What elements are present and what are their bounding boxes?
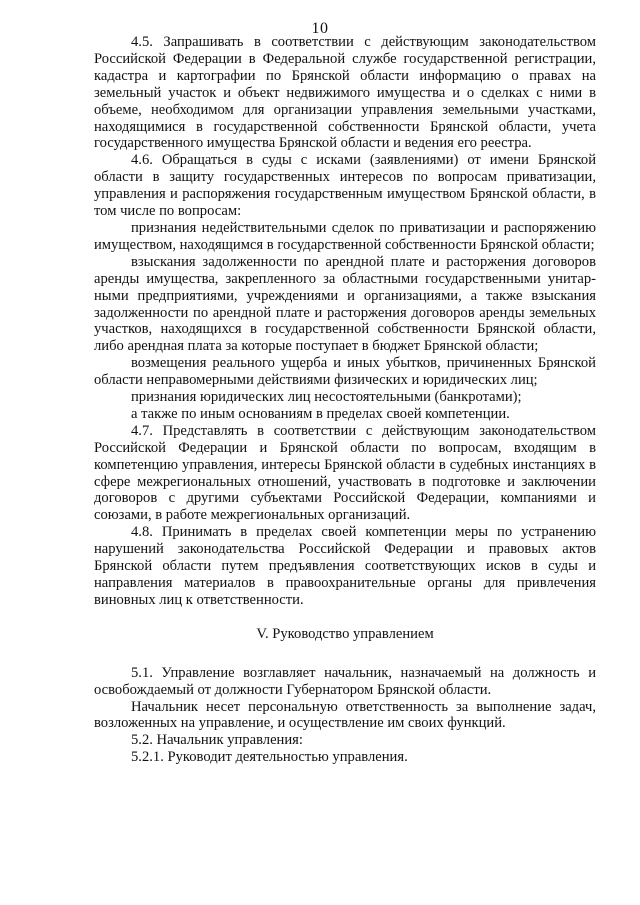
paragraph-5-2-1: 5.2.1. Руководит деятельностью управления. — [131, 749, 408, 766]
paragraph-4-6-item-3: возмещения реального ущерба и иных убытков, причиненных Брянской области неправомерными действиями физических и юридических лиц; — [94, 355, 596, 389]
spacer — [94, 643, 596, 665]
paragraph-5-2: 5.2. Начальник управления: — [131, 732, 303, 749]
paragraph-4-6-item-4: признания юридических лиц несостоятельными (банкротами); — [131, 389, 522, 406]
paragraph-4-5: 4.5. Запрашивать в соответствии с действующим законодательством Российской Федерации в Федеральной службе государственной регистрации, кадастра и картографии по Брянской области информацию о правах на земельный участок и объект недвижимого имущества и о сделках с ними в объеме, необходимом для организации управления земельными участками, находящимися в государственной собственности Брянской области, учета государственного имущества Брянской области и ведения его реестра. — [94, 34, 596, 152]
paragraph-4-6: 4.6. Обращаться в суды с исками (заявлениями) от имени Брянской области в защиту государственных интересов по вопросам приватизации, управления и распоряжения государственным имуществом Брянской области, в том числе по вопросам: — [94, 152, 596, 220]
spacer — [94, 609, 596, 626]
document-body — [94, 34, 596, 766]
paragraph-4-6-item-1: признания недействительными сделок по приватизации и распоряжению имуществом, находящимся в государственной собственности Брянской области; — [94, 219, 596, 253]
paragraph-4-7: 4.7. Представлять в соответствии с действующим законодательством Российской Федерации и Брянской области по вопросам, входящим в компетенцию управления, интересы Брянской области в судебных инстанциях в сфере межрегиональных отношений, участвовать в подготовке и заключении договоров с другими субъектами Российской Федерации, компаниями и союзами, в работе межрегиональных организаций. — [94, 422, 596, 524]
paragraph-5-1-responsibility: Начальник несет персональную ответственность за выполнение задач, возложенных на управление, и осуществление им своих функций. — [94, 698, 596, 732]
page-number: 10 — [311, 20, 329, 37]
section-heading: V. Руководство управлением — [256, 625, 434, 642]
paragraph-4-6-item-5: а также по иным основаниям в пределах своей компетенции. — [131, 405, 510, 422]
paragraph-4-8: 4.8. Принимать в пределах своей компетенции меры по устранению нарушений законодательства Российской Федерации и правовых актов Брянской области путем предъявления соответствующих исков в суды и направления материалов в правоохранительные органы для привлечения виновных лиц к ответственности. — [94, 524, 596, 608]
paragraph-4-6-item-2: взыскания задолженности по арендной плате и расторжения договоров аренды имущества, закрепленного за областными государственными унитарными предприятиями, учреждениями и организациями, а также взыскания задолженности по арендной плате и расторжения договоров аренды земельных участков, находящихся в государственной собственности Брянской области, либо арендная плата за которые поступает в бюджет Брянской области; — [94, 253, 596, 355]
paragraph-5-1: 5.1. Управление возглавляет начальник, назначаемый на должность и освобождаемый от должности Губернатором Брянской области. — [94, 664, 596, 698]
